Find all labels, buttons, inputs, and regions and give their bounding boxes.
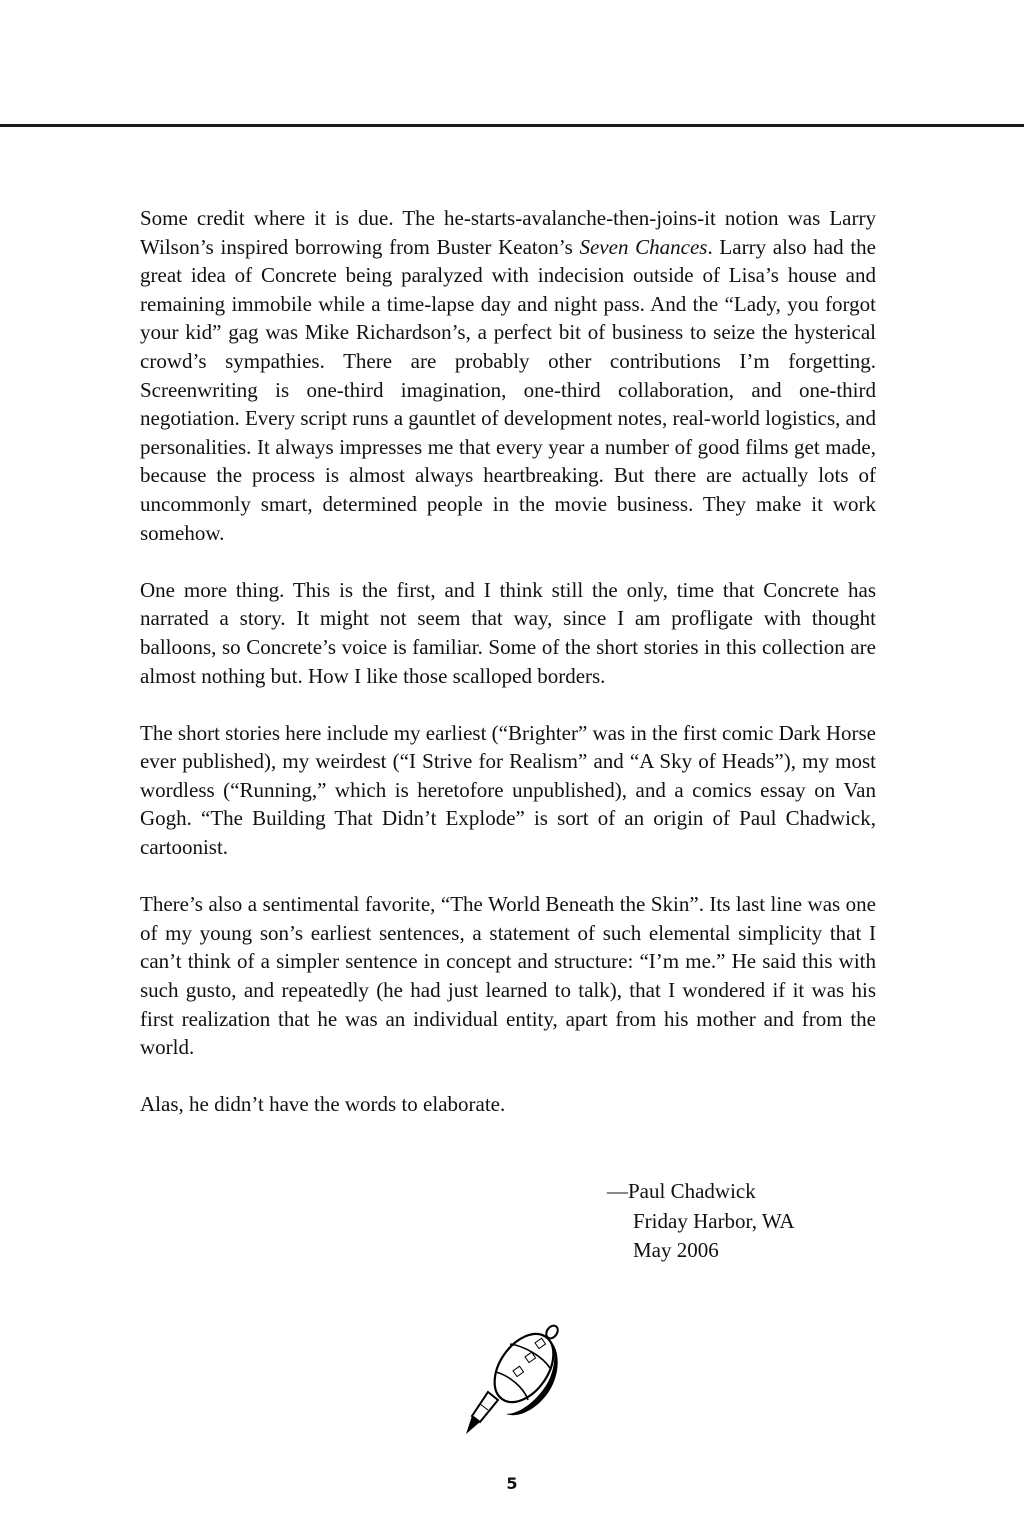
paragraph-credits [140, 204, 876, 547]
afterword-body [140, 204, 876, 1148]
signature-author: —Paul Chadwick [607, 1179, 756, 1203]
signature-location: Friday Harbor, WA [633, 1208, 795, 1233]
film-title: Seven Chances [579, 234, 708, 259]
signature-block [607, 1177, 795, 1266]
paragraph-sentimental-favorite: There’s also a sentimental favorite, “The World Beneath the Skin”. Its last line was one of my young son’s earliest sentences, a statement of such elemental simplicity that I can’t think of a simpler sentence in concept and structure: “I’m me.” He said this with such gusto, and repeatedly (he had just learned to talk), that I wondered if it was his first realization that he was an individual entity, apart from his mother and from the world. [140, 892, 876, 1060]
page-number: 5 [506, 1474, 518, 1493]
paragraph-short-stories: The short stories here include my earliest (“Brighter” was in the first comic Dark Horse ever published), my weirdest (“I Strive for Realism” and “A Sky of Heads”), my most wordless (“Running,” which is heretofore unpublished), and a comics essay on Van Gogh. “The Building That Didn’t Explode” is sort of an origin of Paul Chadwick, cartoonist. [140, 720, 876, 860]
paragraph-text: . Larry also had the great idea of Concrete being paralyzed with indecision outside of Lisa’s house and remaining immobile while a time-lapse day and night pass. And the “Lady, you forgot your kid” gag was Mike Richardson’s, a perfect bit of business to seize the hysterical crowd’s sympathies. There are probably other contributions I’m forgetting. Screenwriting is one-third imagination, one-third collaboration, and one-third negotiation. Every script runs a gauntlet of development notes, real-world logistics, and personalities. It always impresses me that every year a number of good films get made, because the process is almost always heartbreaking. But there are actually lots of uncommonly smart, determined people in the movie business. They make it work somehow. [140, 234, 876, 545]
fountain-pen-icon [458, 1318, 578, 1438]
signature-date: May 2006 [633, 1238, 719, 1262]
paragraph-closing: Alas, he didn’t have the words to elaborate. [140, 1092, 506, 1117]
paragraph-text: Some credit where it is due. The he-starts-avalanche-then-joins-it notion was Larry Wilson’s inspired borrowing from Buster Keaton’s [140, 206, 876, 259]
paragraph-narration: One more thing. This is the first, and I think still the only, time that Concrete has narrated a story. It might not seem that way, since I am profligate with thought balloons, so Concrete’s voice is familiar. Some of the short stories in this collection are almost nothing but. How I like those scalloped borders. [140, 577, 876, 688]
top-rule-divider [0, 124, 1024, 127]
